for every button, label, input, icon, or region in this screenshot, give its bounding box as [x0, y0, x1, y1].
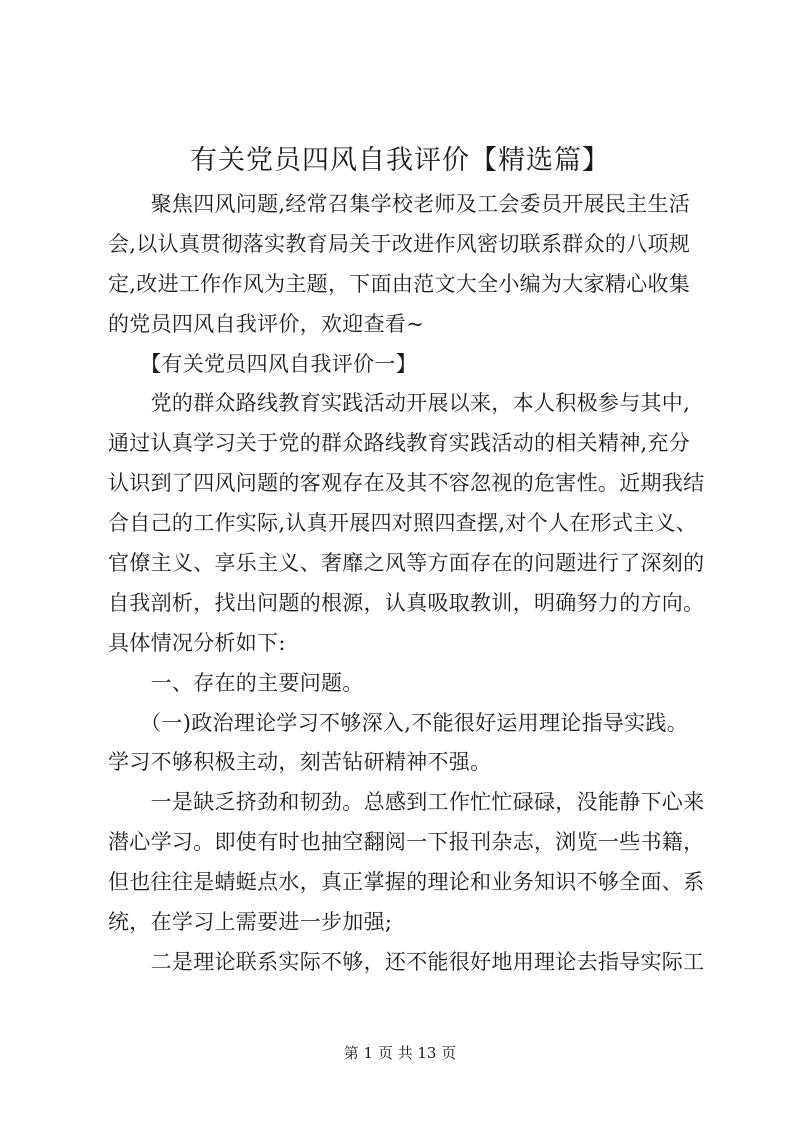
body-line: （一)政治理论学习不够深入,不能很好运用理论指导实践。	[108, 710, 689, 735]
body-line: 聚焦四风问题,经常召集学校老师及工会委员开展民主生活	[108, 192, 691, 216]
body-line: 官僚主义、享乐主义、奢靡之风等方面存在的问题进行了深刻的	[108, 551, 705, 576]
body-line: 具体情况分析如下:	[108, 630, 286, 655]
body-line: 党的群众路线教育实践活动开展以来，本人积极参与其中,	[108, 391, 691, 416]
body-line: 的党员四风自我评价，欢迎查看~	[108, 311, 425, 336]
body-line: 定,改进工作作风为主题，下面由范文大全小编为大家精心收集	[108, 271, 691, 296]
body-line: 统，在学习上需要进一步加强;	[108, 910, 393, 935]
section-heading: 一、存在的主要问题。	[108, 670, 364, 695]
body-line: 会,以认真贯彻落实教育局关于改进作风密切联系群众的八项规	[108, 231, 691, 256]
body-line: 一是缺乏挤劲和韧劲。总感到工作忙忙碌碌，没能静下心来	[108, 790, 705, 815]
body-line: 但也往往是蜻蜓点水，真正掌握的理论和业务知识不够全面、系	[108, 870, 705, 895]
page-footer: 第 1 页 共 13 页	[343, 1044, 457, 1062]
body-line: 潜心学习。即使有时也抽空翻阅一下报刊杂志，浏览一些书籍，	[108, 830, 705, 855]
body-line: 学习不够积极主动，刻苦钻研精神不强。	[108, 750, 492, 775]
document-body	[108, 185, 708, 983]
body-line: 二是理论联系实际不够，还不能很好地用理论去指导实际工	[108, 949, 705, 974]
body-line: 自我剖析，找出问题的根源，认真吸取教训，明确努力的方向。	[108, 590, 705, 615]
body-line: 通过认真学习关于党的群众路线教育实践活动的相关精神,充分	[108, 431, 691, 456]
document-title: 有关党员四风自我评价【精选篇】	[190, 145, 610, 176]
body-line: 合自己的工作实际,认真开展四对照四查摆,对个人在形式主义、	[108, 511, 698, 536]
body-line: 认识到了四风问题的客观存在及其不容忽视的危害性。近期我结	[108, 471, 705, 496]
section-heading: 【有关党员四风自我评价一】	[108, 351, 417, 376]
